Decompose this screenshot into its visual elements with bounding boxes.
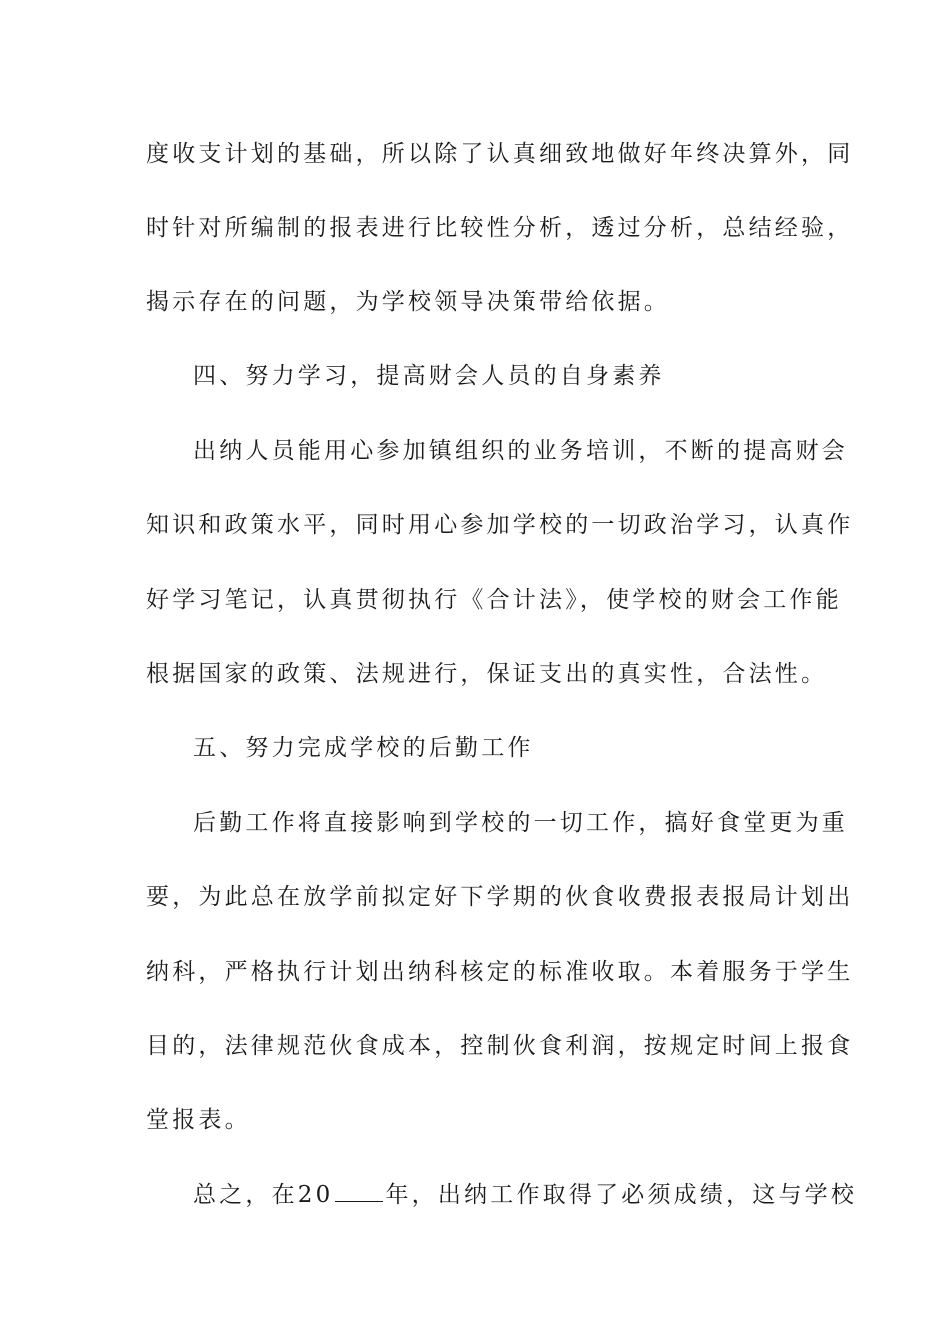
paragraph-line: 揭示存在的问题，为学校领导决策带给依据。: [146, 289, 670, 315]
paragraph-line-with-blank: [193, 1180, 857, 1210]
paragraph-line: 度收支计划的基础，所以除了认真细致地做好年终决算外，同: [146, 141, 854, 167]
paragraph-line: 要，为此总在放学前拟定好下学期的伙食收费报表报局计划出: [146, 884, 854, 910]
paragraph-line: 纳科，严格执行计划出纳科核定的标准收取。本着服务于学生: [146, 959, 854, 985]
paragraph-line: 时针对所编制的报表进行比较性分析，透过分析，总结经验，: [146, 215, 854, 241]
line-text-before-blank: 总之，在20: [193, 1182, 334, 1208]
line-text-after-blank: 年，出纳工作取得了必须成绩，这与学校: [385, 1182, 858, 1208]
section-heading: 四、努力学习，提高财会人员的自身素养: [193, 363, 665, 389]
paragraph-line: 出纳人员能用心参加镇组织的业务培训，不断的提高财会: [193, 438, 848, 464]
paragraph-line: 根据国家的政策、法规进行，保证支出的真实性，合法性。: [146, 661, 828, 687]
paragraph-line: 知识和政策水平，同时用心参加学校的一切政治学习，认真作: [146, 512, 854, 538]
paragraph-line: 后勤工作将直接影响到学校的一切工作，搞好食堂更为重: [193, 810, 848, 836]
paragraph-line: 堂报表。: [146, 1107, 251, 1133]
paragraph-line: 好学习笔记，认真贯彻执行《合计法》，使学校的财会工作能: [146, 587, 842, 613]
year-blank-underline: [335, 1181, 383, 1202]
section-heading: 五、努力完成学校的后勤工作: [193, 735, 534, 761]
paragraph-line: 目的，法律规范伙食成本，控制伙食利润，按规定时间上报食: [146, 1033, 854, 1059]
